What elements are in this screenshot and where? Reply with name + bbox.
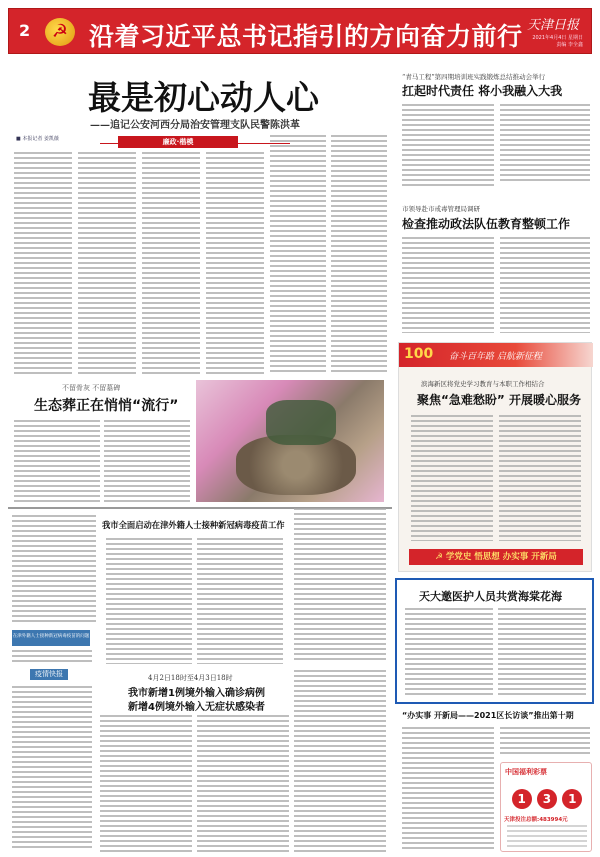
hammer-sickle-icon: ☭: [435, 552, 446, 562]
centenary-icon: 100: [404, 346, 434, 362]
article-text: [500, 237, 590, 333]
article-text: [402, 727, 494, 852]
mid-kicker: 不留骨灰 不留墓碑: [62, 384, 121, 392]
page-banner: [8, 8, 592, 54]
lottery-table: [507, 825, 587, 849]
centenary-slogan: 奋斗百年路 启航新征程: [449, 352, 542, 362]
party-slogan-bar: [409, 549, 583, 565]
article-text: [106, 538, 192, 664]
article-text: [197, 715, 289, 853]
article-text: [197, 538, 283, 664]
centenary-banner: [399, 343, 593, 367]
lottery-numbers: [509, 789, 585, 811]
slogan-text: 学党史 悟思想 办实事 开新局: [445, 552, 557, 562]
article-text: [402, 104, 494, 188]
article-text: [499, 415, 581, 541]
right1-headline[interactable]: 扛起时代责任 将小我融入大我: [402, 84, 563, 98]
editor: 责编 李全鑫: [556, 42, 583, 48]
lottery-ball: 1: [512, 789, 532, 809]
article-text: [294, 508, 386, 663]
article-text: [411, 415, 493, 541]
mid-headline[interactable]: 生态葬正在悄悄“流行”: [34, 398, 179, 414]
article-text: [100, 715, 192, 853]
issue-info: [532, 35, 583, 49]
article-text: [12, 686, 92, 851]
lottery-jackpot: 天津投注总额:483994元: [504, 817, 568, 823]
issue-date: 2021年4月4日 星期日: [532, 35, 583, 41]
covid-headline-1[interactable]: 我市新增1例境外输入确诊病例: [128, 688, 265, 699]
right4-headline[interactable]: 天大邀医护人员共赏海棠花海: [419, 590, 562, 603]
banner-title: 沿着习近平总书记指引的方向奋力前行: [89, 22, 523, 51]
right2-kicker: 市领导赴市戒毒管理局调研: [402, 205, 480, 213]
article-text: [402, 237, 494, 333]
right5-headline[interactable]: “办实事 开新局——2021区长访谈”推出第十期: [402, 711, 574, 720]
right2-headline[interactable]: 检查推动政法队伍教育整顿工作: [402, 217, 571, 231]
party-emblem-icon: ☭: [45, 18, 75, 46]
article-text: [294, 670, 386, 853]
right3-kicker: 滨海新区将党史学习教育与本职工作相结合: [421, 380, 545, 388]
sidebar-box: 在津外籍人士接种新冠病毒疫苗的问题: [12, 630, 90, 646]
article-text: [500, 104, 590, 182]
article-text: [500, 727, 590, 757]
lottery-ball: 1: [562, 789, 582, 809]
article-text: [14, 152, 72, 377]
lottery-ball: 3: [537, 789, 557, 809]
page-number: 2: [19, 21, 31, 40]
article-text: [206, 152, 264, 374]
highlighted-article[interactable]: [395, 578, 594, 704]
article-text: [104, 420, 190, 502]
article-text: [142, 152, 200, 374]
article-text: [331, 135, 387, 375]
right3-headline[interactable]: 聚焦“急难愁盼” 开展暖心服务: [417, 393, 581, 407]
article-text: [78, 152, 136, 377]
vaccine-headline[interactable]: 我市全面启动在津外籍人士接种新冠病毒疫苗工作: [102, 520, 285, 530]
article-text: [14, 420, 100, 502]
lead-subtitle: ——追记公安河西分局治安管理支队民警陈洪革: [90, 120, 300, 131]
covid-headline-2[interactable]: 新增4例境外输入无症状感染者: [128, 702, 265, 713]
right1-kicker: “青马工程”第四期培训班实践锻炼总结推动会举行: [402, 73, 546, 81]
article-text: [498, 608, 586, 698]
lead-headline[interactable]: 最是初心动人心: [88, 78, 319, 117]
covid-label: 疫情快报: [30, 669, 68, 680]
article-text: [405, 608, 493, 698]
article-text: [12, 650, 92, 662]
lead-byline: ■ 本报记者 姜凯薇: [16, 136, 59, 142]
lottery-ad[interactable]: [500, 762, 592, 852]
article-text: [270, 135, 326, 375]
photo-figures: [266, 400, 336, 445]
news-photo[interactable]: [196, 380, 384, 502]
lottery-brand: 中国福利彩票: [505, 768, 547, 776]
article-text: [12, 515, 96, 625]
newspaper-logo: 天津日报: [526, 18, 579, 33]
party-history-box: [398, 342, 592, 572]
covid-kicker: 4月2日18时至4月3日18时: [148, 674, 233, 682]
section-label: 廉政·楷模: [118, 136, 238, 148]
